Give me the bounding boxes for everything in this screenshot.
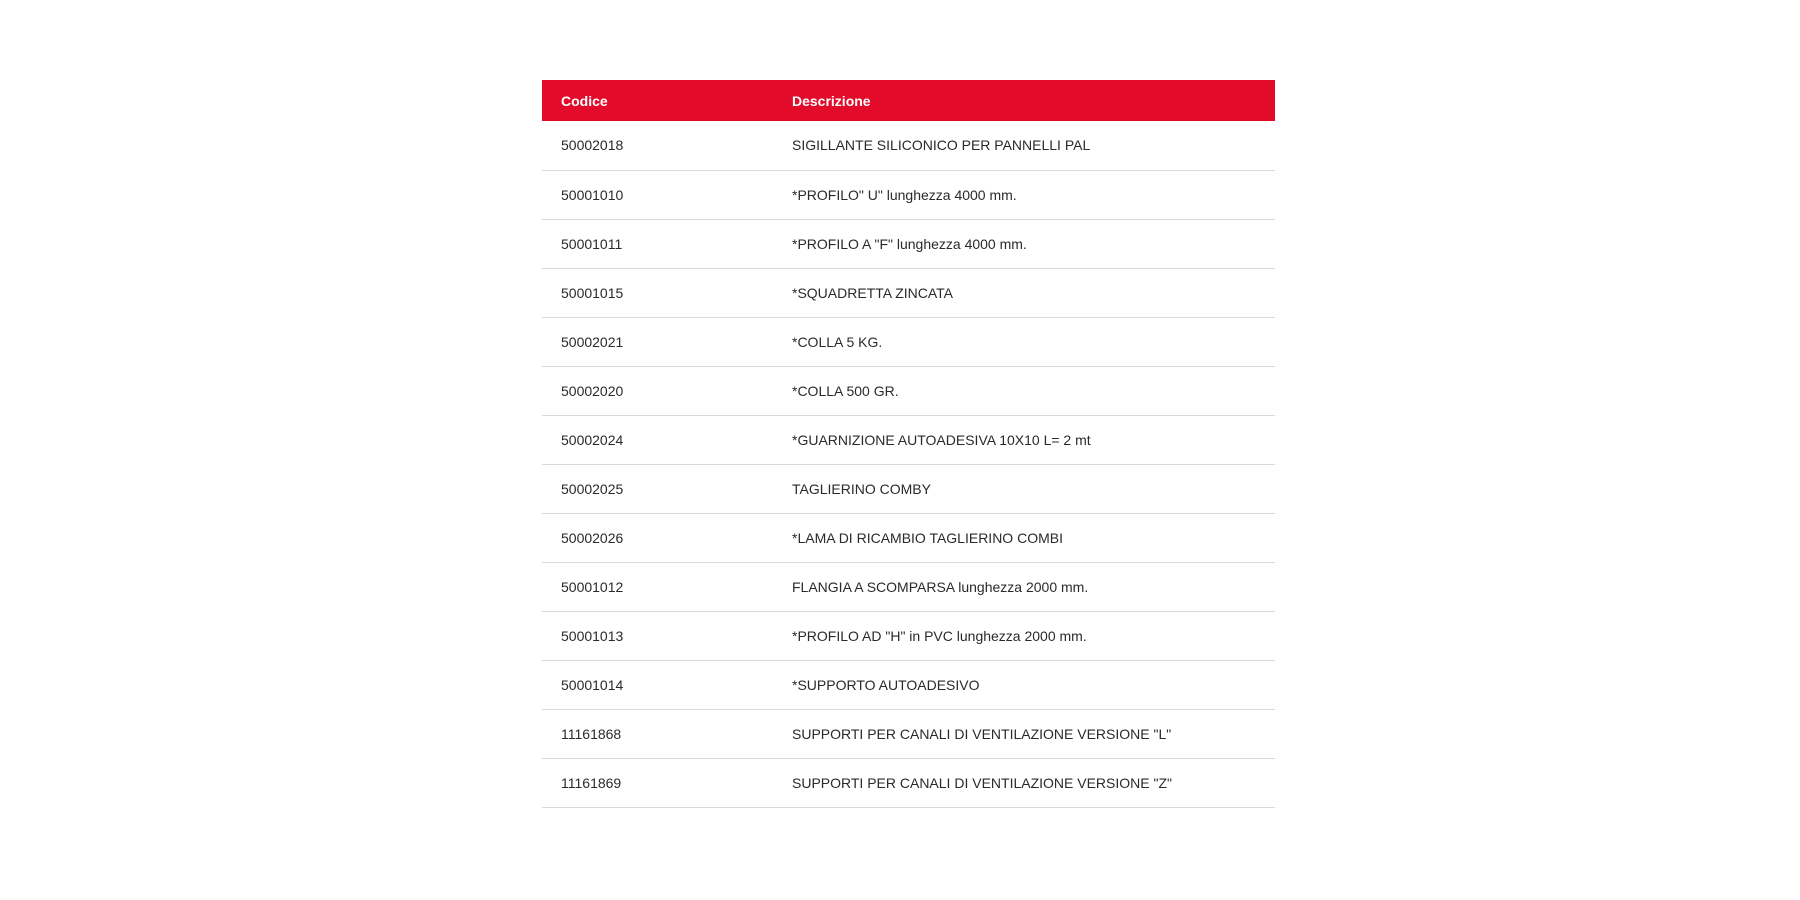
cell-description: SUPPORTI PER CANALI DI VENTILAZIONE VERSIONE "L" xyxy=(792,725,1172,742)
cell-description: SUPPORTI PER CANALI DI VENTILAZIONE VERSIONE "Z" xyxy=(792,774,1172,791)
cell-description: SIGILLANTE SILICONICO PER PANNELLI PAL xyxy=(792,137,1091,154)
table-row xyxy=(542,709,1275,758)
cell-description: *COLLA 500 GR. xyxy=(792,382,899,399)
cell-description: *PROFILO A "F" lunghezza 4000 mm. xyxy=(792,235,1027,252)
products-table xyxy=(542,80,1275,808)
cell-description: FLANGIA A SCOMPARSA lunghezza 2000 mm. xyxy=(792,578,1089,595)
table-row xyxy=(542,611,1275,660)
cell-description: *SUPPORTO AUTOADESIVO xyxy=(792,676,980,693)
table-row xyxy=(542,268,1275,317)
cell-code: 50002024 xyxy=(561,431,624,448)
table-row xyxy=(542,464,1275,513)
table-row xyxy=(542,415,1275,464)
cell-code: 50002018 xyxy=(561,137,624,154)
table-header-row xyxy=(542,80,1275,121)
table-row xyxy=(542,513,1275,562)
cell-code: 50001014 xyxy=(561,676,624,693)
cell-code: 50001013 xyxy=(561,627,624,644)
table-row xyxy=(542,317,1275,366)
table-row xyxy=(542,121,1275,170)
header-code: Codice xyxy=(561,92,608,109)
cell-description: *SQUADRETTA ZINCATA xyxy=(792,284,954,301)
table-row xyxy=(542,170,1275,219)
cell-description: *COLLA 5 KG. xyxy=(792,333,883,350)
cell-description: *PROFILO AD "H" in PVC lunghezza 2000 mm. xyxy=(792,627,1087,644)
cell-code: 50001012 xyxy=(561,578,624,595)
cell-code: 11161869 xyxy=(561,774,622,791)
products-table-container xyxy=(542,80,1275,808)
cell-description: TAGLIERINO COMBY xyxy=(792,480,931,497)
table-row xyxy=(542,562,1275,611)
cell-description: *PROFILO" U" lunghezza 4000 mm. xyxy=(792,186,1017,203)
table-row xyxy=(542,660,1275,709)
cell-code: 50002025 xyxy=(561,480,624,497)
table-header xyxy=(542,80,1275,121)
table-row xyxy=(542,366,1275,415)
cell-code: 50001011 xyxy=(561,235,623,252)
table-row xyxy=(542,219,1275,268)
cell-code: 50002020 xyxy=(561,382,624,399)
cell-code: 50001015 xyxy=(561,284,624,301)
table-body xyxy=(542,121,1275,807)
cell-description: *LAMA DI RICAMBIO TAGLIERINO COMBI xyxy=(792,529,1063,546)
table-row xyxy=(542,758,1275,807)
cell-code: 11161868 xyxy=(561,725,622,742)
cell-code: 50002026 xyxy=(561,529,624,546)
cell-code: 50001010 xyxy=(561,186,624,203)
cell-description: *GUARNIZIONE AUTOADESIVA 10X10 L= 2 mt xyxy=(792,431,1091,448)
header-description: Descrizione xyxy=(792,92,871,109)
cell-code: 50002021 xyxy=(561,333,624,350)
